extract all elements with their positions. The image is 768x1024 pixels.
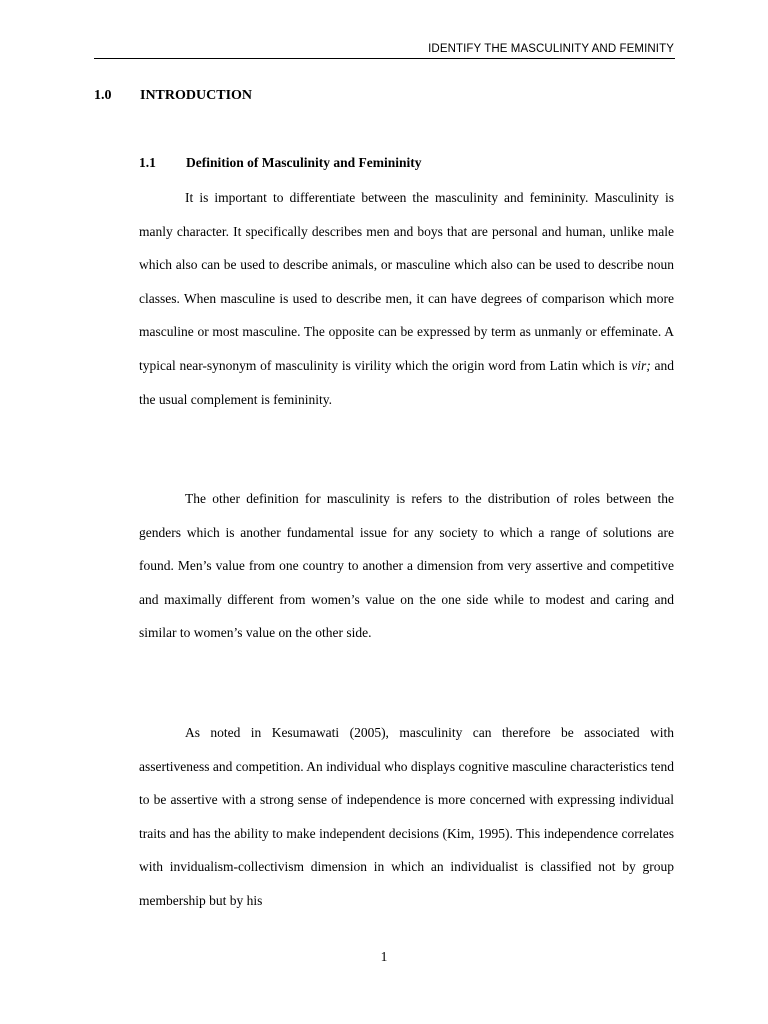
section-number: 1.0 [94,88,112,103]
paragraph-3: As noted in Kesumawati (2005), masculinity can therefore be associated with assertiveness and competition. An individual who displays cognitive masculine characteristics tend to be assertive with a strong sense of independence is more concerned with expressing individual traits and has the ability to make independent decisions (Kim, 1995). This independence correlates with invidualism-collectivism dimension in which an individualist is classified not by group membership but by his [139,725,674,908]
subsection-number: 1.1 [139,155,156,170]
latin-term: vir; [631,357,651,373]
header-rule [94,58,675,59]
paragraph-1-text: It is important to differentiate between the masculinity and femininity. Masculinity is manly character. It specifically describes men and boys that are personal and human, unlike male which also can be used to describe animals, or masculine which also can be used to describe noun classes. When masculine is used to describe men, it can have degrees of comparison which more masculine or most masculine. The opposite can be expressed by term as unmanly or effeminate. A typical near-synonym of masculinity is virility which the origin word from Latin which is [139,190,674,373]
running-header: IDENTIFY THE MASCULINITY AND FEMINITY [428,43,674,55]
page-number: 1 [380,949,388,964]
section-heading [94,86,252,106]
subsection-title: Definition of Masculinity and Femininity [186,155,422,170]
paragraph-1-text-end: and the usual complement is femininity. [139,357,674,407]
paragraph-2: The other definition for masculinity is refers to the distribution of roles between the genders which is another fundamental issue for any society to which a range of solutions are found. Men’s value from one country to another a dimension from very assertive and competitive and maximally different from women’s value on the one side while to modest and caring and similar to women’s value on the other side. [139,491,674,641]
subsection-heading [139,153,422,173]
paragraph-1 [139,181,674,416]
section-title: INTRODUCTION [140,88,253,103]
